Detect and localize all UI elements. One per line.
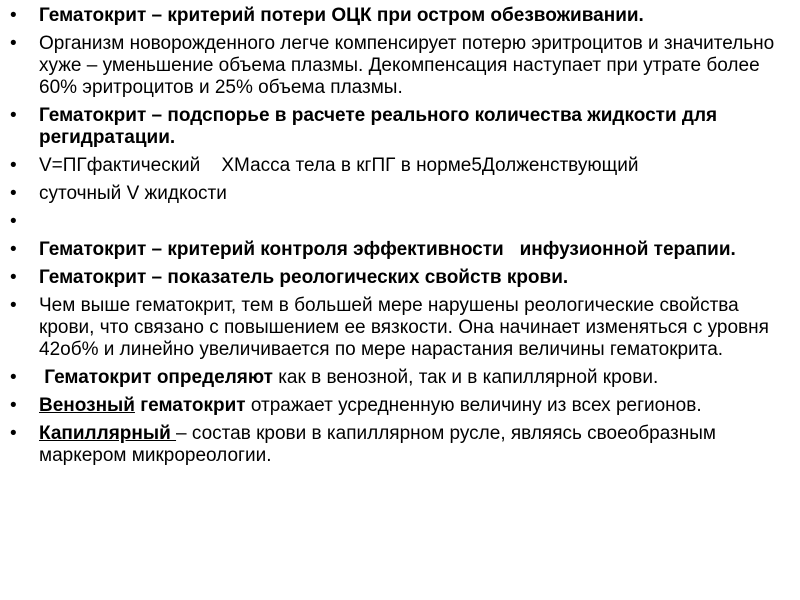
bullet-icon: •	[10, 5, 17, 26]
list-item	[10, 367, 788, 389]
list-item	[10, 33, 788, 99]
item-text: Гематокрит – критерий контроля эффективности инфузионной терапии.	[39, 239, 736, 260]
list-item	[10, 155, 788, 177]
item-text: Организм новорожденного легче компенсирует потерю эритроцитов и значительно хуже – уменьшение объема плазмы. Декомпенсация наступает при утрате более 60% эритроцитов и 25% объема плазмы.	[39, 33, 775, 98]
list-item	[10, 239, 788, 261]
item-text: Гематокрит – критерий потери ОЦК при остром обезвоживании.	[39, 5, 644, 26]
bullet-icon: •	[10, 395, 17, 416]
bullet-icon: •	[10, 423, 17, 444]
item-underlined-term: Венозный	[39, 395, 135, 416]
item-text: Гематокрит – подспорье в расчете реального количества жидкости для регидратации.	[39, 105, 718, 148]
list-item	[10, 267, 788, 289]
item-text: Гематокрит – показатель реологических свойств крови.	[39, 267, 569, 288]
list-item	[10, 105, 788, 149]
list-item	[10, 295, 788, 361]
bullet-icon: •	[10, 155, 17, 176]
item-text: V=ПГфактический XМасса тела в кгПГ в норме5Долженствующий	[39, 155, 639, 176]
list-item	[10, 395, 788, 417]
bullet-icon: •	[10, 105, 17, 126]
item-text: – состав крови в капиллярном русле, являясь своеобразным маркером микрореологии.	[39, 423, 716, 466]
item-underlined-term: Капиллярный	[39, 423, 177, 444]
bullet-icon: •	[10, 211, 17, 232]
bullet-icon: •	[10, 33, 17, 54]
item-text: суточный V жидкости	[39, 183, 227, 204]
list-item	[10, 183, 788, 205]
list-item	[10, 423, 788, 467]
bullet-list	[10, 5, 788, 473]
bullet-icon: •	[10, 367, 17, 388]
item-text: отражает усредненную величину из всех регионов.	[245, 395, 702, 416]
item-text: Чем выше гематокрит, тем в большей мере нарушены реологические свойства крови, что связано с повышением ее вязкости. Она начинает изменяться с уровня 42об% и линейно увеличивается по мере нарастания величины гематокрита.	[39, 295, 769, 360]
bullet-icon: •	[10, 267, 17, 288]
bullet-icon: •	[10, 183, 17, 204]
list-item-empty	[10, 211, 788, 233]
item-text: как в венозной, так и в капиллярной крови.	[272, 367, 659, 388]
item-bold-lead: гематокрит	[134, 395, 246, 416]
list-item	[10, 5, 788, 27]
bullet-icon: •	[10, 239, 17, 260]
item-bold-lead: Гематокрит определяют	[39, 367, 273, 388]
bullet-icon: •	[10, 295, 17, 316]
